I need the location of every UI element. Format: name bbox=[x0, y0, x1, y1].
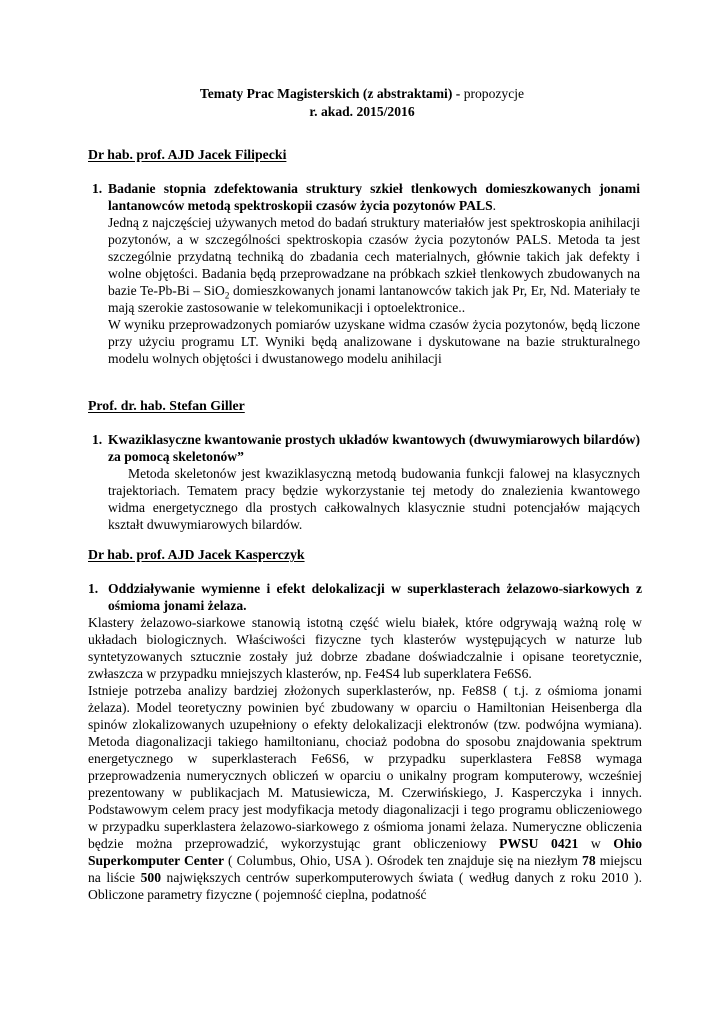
topic-2 bbox=[88, 431, 640, 533]
topic-title-text: Badanie stopnia zdefektowania struktury szkieł tlenkowych domieszkowanych jonami lantanowców metodą spektroskopii czasów życia pozytonów PALS bbox=[108, 181, 640, 213]
supervisor-heading-1: Dr hab. prof. AJD Jacek Filipecki bbox=[88, 147, 287, 162]
abstract-text: ( Columbus, Ohio, USA ). Ośrodek ten znajduje się na niezłym bbox=[223, 853, 583, 868]
abstract-text: miejscu na liście bbox=[88, 853, 642, 885]
title-normal: propozycje bbox=[463, 86, 525, 101]
abstract-text: domieszkowanych jonami lantanowców takich jak Pr, Er, Nd. Materiały te mają szerokie zastosowanie w telekomunikacji i optoelektronice.. bbox=[108, 283, 640, 315]
topic-1 bbox=[88, 180, 640, 367]
supercomputer-center: Ohio Superkomputer Center bbox=[88, 836, 642, 868]
supervisor-heading-2: Prof. dr. hab. Stefan Giller bbox=[88, 398, 245, 413]
topic-abstract bbox=[88, 614, 642, 903]
abstract-text: największych centrów superkomputerowych świata ( według danych z roku 2010 ). Obliczone parametry fizyczne ( pojemność cieplna, podatność bbox=[88, 870, 642, 902]
document-title bbox=[0, 85, 724, 103]
grant-id: PWSU 0421 bbox=[499, 836, 579, 851]
subscript: 2 bbox=[224, 290, 230, 301]
abstract-paragraph bbox=[108, 214, 640, 316]
abstract-paragraph: Metoda skeletonów jest kwaziklasyczną metodą budowania funkcji falowej na klasycznych trajektoriach. Tematem pracy będzie wykorzystanie tej metody do znalezienia kwantowego widma energetycznego dla prostych całkowalnych klasycznie studni potencjałów mających kształt dwuwymiarowych bilardów. bbox=[108, 466, 640, 532]
ranking-position: 78 bbox=[582, 853, 596, 868]
topic-abstract bbox=[108, 465, 640, 533]
topic-number: 1. bbox=[88, 581, 99, 596]
abstract-paragraph: Klastery żelazowo-siarkowe stanowią istotną część wielu białek, które odgrywają ważną rolę w układach biologicznych. Właściwości fizyczne tych klasterów występujących w naturze lub syntetyzowanych sztucznie zostały już dobrze zbadane doświadczalnie i opisane teoretycznie, zwłaszcza w przypadku mniejszych klasterów, np. Fe4S4 lub superklatera Fe6S6. bbox=[88, 615, 642, 681]
academic-year: r. akad. 2015/2016 bbox=[309, 104, 415, 119]
abstract-text: w bbox=[578, 836, 614, 851]
topic-title: Oddziaływanie wymienne i efekt delokalizacji w superklasterach żelazowo-siarkowych z ośmioma jonami żelaza. bbox=[108, 581, 642, 613]
topic-title bbox=[108, 180, 640, 214]
supervisor-heading-3: Dr hab. prof. AJD Jacek Kasperczyk bbox=[88, 547, 305, 562]
title-bold: Tematy Prac Magisterskich (z abstraktami) - bbox=[199, 86, 461, 101]
topic-title: Kwaziklasyczne kwantowanie prostych układów kwantowych (dwuwymiarowych bilardów) za pomocą skeletonów” bbox=[108, 432, 640, 464]
topic-3 bbox=[88, 580, 642, 903]
topic-number: 1. bbox=[92, 181, 103, 196]
topic-abstract bbox=[108, 214, 640, 367]
abstract-paragraph bbox=[88, 682, 642, 903]
topic-title-end: . bbox=[492, 198, 497, 213]
topic-number: 1. bbox=[92, 432, 103, 447]
list-size: 500 bbox=[140, 870, 161, 885]
abstract-text: Jedną z najczęściej używanych metod do badań struktury materiałów jest spektroskopia anihilacji pozytonów, a w szczególności spektroskopia czasów życia pozytonów PALS. Metoda ta jest szczególnie przydatną techniką do zbadania cech materialnych, głównie takich jak defekty i wolne objętości. Badania będą przeprowadzane na próbkach szkieł tlenkowych zbudowanych na bazie Te-Pb-Bi – SiO bbox=[108, 215, 640, 298]
abstract-text: Istnieje potrzeba analizy bardziej złożonych superklasterów, np. Fe8S8 ( t.j. z ośmioma jonami żelaza). Model teoretyczny powinien być zbudowany w oparciu o Hamiltonian Heisenberga dla spinów zlokalizowanych uzupełniony o efekty delokalizacji elektronów (tzw. podwójna wymiana). Metoda diagonalizacji takiego hamiltonianu, chociaż podobna do sposobu znajdowania spektrum energetycznego w superklasterach Fe6S6, w przypadku superklastera Fe8S8 wymaga przeprowadzenia numerycznych obliczeń w oparciu o unikalny program komputerowy, wcześniej prezentowany w publikacjach M. Matusiewicza, M. Czerwińskiego, J. Kasperczyka i innych. Podstawowym celem pracy jest modyfikacja metody diagonalizacji i tego programu obliczeniowego w przypadku superklastera żelazowo-siarkowego z ośmioma jonami żelaza. Numeryczne obliczenia będzie można przeprowadzić, wykorzystując grant obliczeniowy bbox=[88, 683, 642, 851]
abstract-paragraph: W wyniku przeprowadzonych pomiarów uzyskane widma czasów życia pozytonów, będą liczone przy użyciu programu LT. Wyniki będą analizowane i dyskutowane na bazie strukturalnego modelu wolnych objętości i dwustanowego modelu anihilacji bbox=[108, 317, 640, 366]
